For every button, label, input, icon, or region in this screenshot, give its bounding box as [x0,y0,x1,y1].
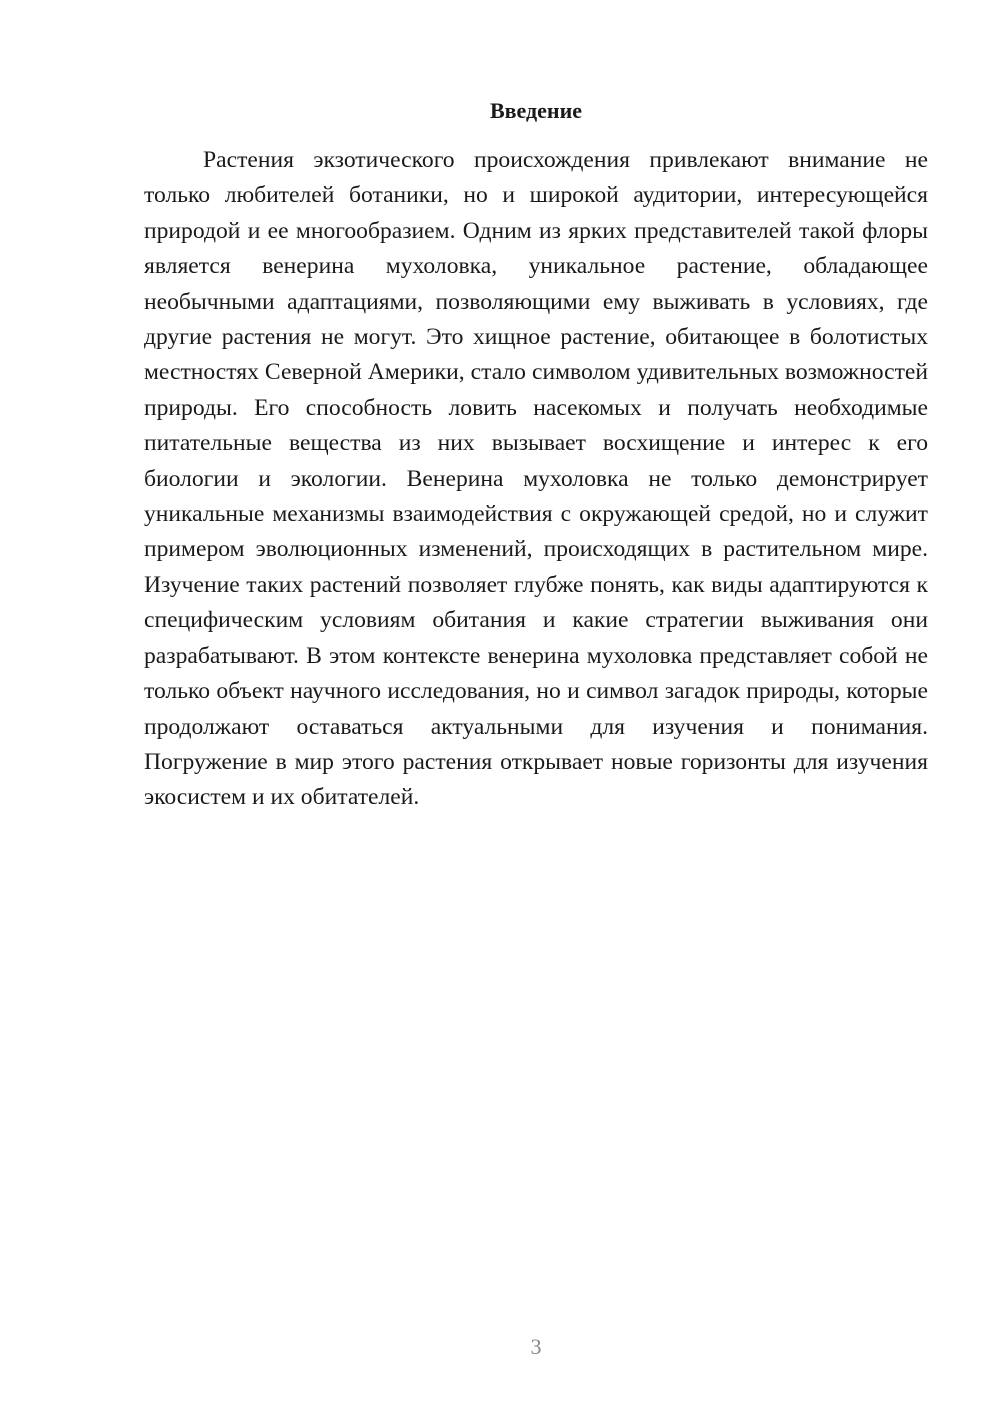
page-number: 3 [530,1334,542,1359]
introduction-paragraph: Растения экзотического происхождения привлекают внимание не только любителей ботаники, но и широкой аудитории, интересующейся природой и ее многообразием. Одним из ярких представителей такой флоры является венерина мухоловка, уникальное растение, обладающее необычными адаптациями, позволяющими ему выживать в условиях, где другие растения не могут. Это хищное растение, обитающее в болотистых местностях Северной Америки, стало символом удивительных возможностей природы. Его способность ловить насекомых и получать необходимые питательные вещества из них вызывает восхищение и интерес к его биологии и экологии. Венерина мухоловка не только демонстрирует уникальные механизмы взаимодействия с окружающей средой, но и служит примером эволюционных изменений, происходящих в растительном мире. Изучение таких растений позволяет глубже понять, как виды адаптируются к специфическим условиям обитания и какие стратегии выживания они разрабатывают. В этом контексте венерина мухоловка представляет собой не только объект научного исследования, но и символ загадок природы, которые продолжают оставаться актуальными для изучения и понимания. Погружение в мир этого растения открывает новые горизонты для изучения экосистем и их обитателей. [144,147,928,811]
section-heading: Введение [489,98,583,123]
